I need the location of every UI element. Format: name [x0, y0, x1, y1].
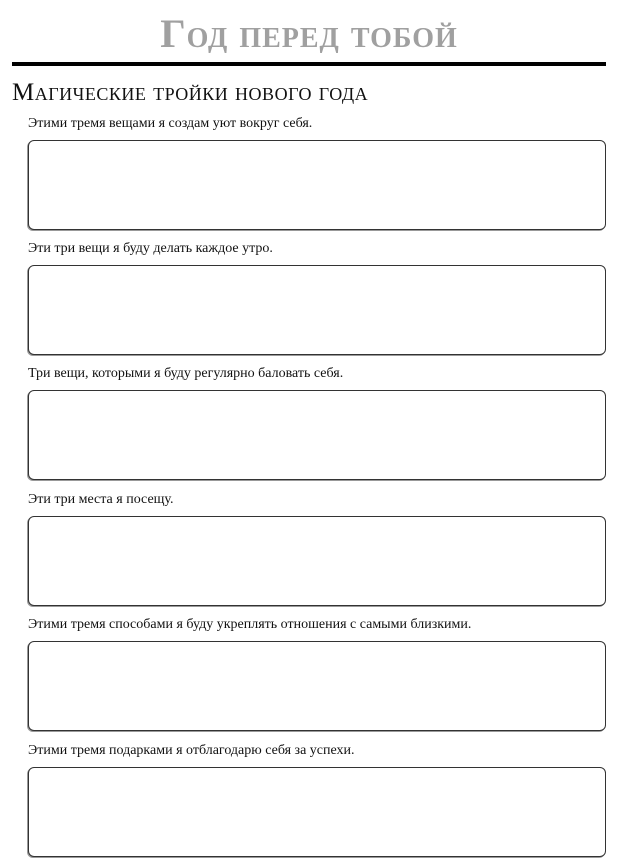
prompt-item — [28, 115, 606, 230]
page-title: Год перед тобой — [160, 11, 458, 56]
title-divider — [12, 62, 606, 66]
prompt-item — [28, 616, 606, 731]
answer-box[interactable] — [28, 140, 606, 230]
answer-box[interactable] — [28, 767, 606, 857]
answer-box[interactable] — [28, 641, 606, 731]
prompt-label: Эти три места я посещу. — [28, 492, 174, 507]
prompt-item — [28, 365, 606, 480]
answer-box[interactable] — [28, 390, 606, 480]
section-title: Магические тройки нового года — [12, 79, 369, 106]
prompt-label: Этими тремя вещами я создам уют вокруг себя. — [28, 116, 313, 131]
prompt-label: Три вещи, которыми я буду регулярно баловать себя. — [28, 366, 344, 381]
prompt-item — [28, 240, 606, 355]
answer-box[interactable] — [28, 516, 606, 606]
prompt-item — [28, 742, 606, 857]
prompt-label: Этими тремя способами я буду укреплять отношения с самыми близкими. — [28, 617, 472, 632]
prompt-label: Эти три вещи я буду делать каждое утро. — [28, 241, 273, 256]
prompt-label: Этими тремя подарками я отблагодарю себя за успехи. — [28, 743, 355, 758]
prompt-item — [28, 491, 606, 606]
answer-box[interactable] — [28, 265, 606, 355]
